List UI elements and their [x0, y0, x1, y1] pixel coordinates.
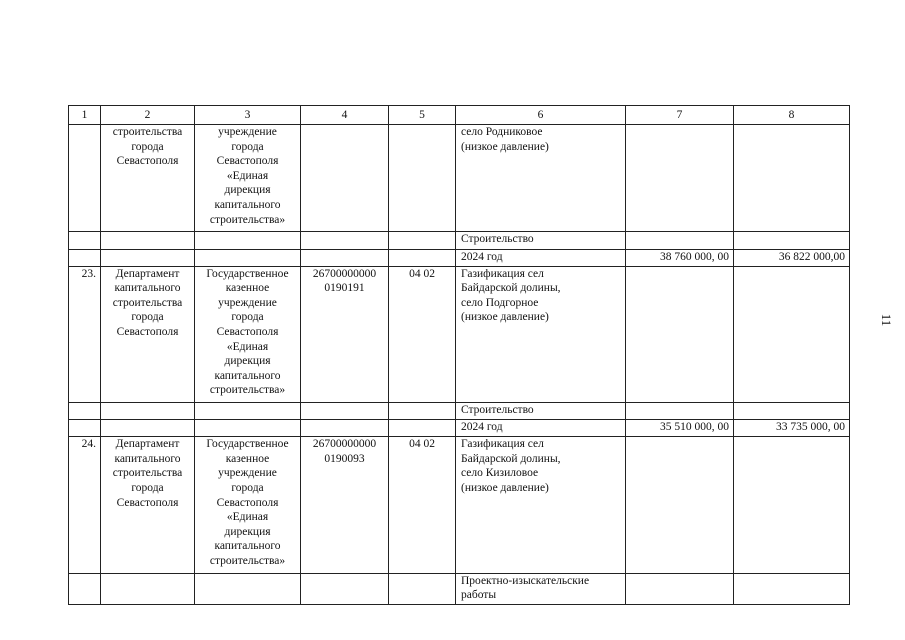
cell-line: учреждение — [218, 467, 277, 480]
cell-line: капитального — [214, 369, 281, 382]
row-number-cell — [69, 125, 101, 232]
row-number-cell: 23. — [69, 266, 101, 403]
cell-line: Севастополя — [116, 325, 179, 338]
table-row — [69, 125, 850, 232]
amount-cell: 36 822 000,00 — [734, 249, 850, 266]
year-cell: 2024 год — [456, 420, 626, 437]
amount-cell: 33 735 000, 00 — [734, 420, 850, 437]
cell-line: (низкое давление) — [461, 311, 549, 324]
cell-line: казенное — [225, 282, 270, 295]
table-row — [69, 232, 850, 249]
table-row — [69, 249, 850, 266]
header-cell: 5 — [389, 106, 456, 125]
header-cell: 3 — [195, 106, 301, 125]
cell-line: города — [231, 140, 264, 153]
executor-cell — [195, 125, 301, 232]
cell-line: Департамент — [115, 267, 180, 280]
header-cell: 6 — [456, 106, 626, 125]
cell-line: Севастополя — [116, 155, 179, 168]
customer-cell — [101, 266, 195, 403]
cell-line: Байдарской долины, — [461, 452, 561, 465]
object-cell — [456, 437, 626, 574]
cell-line: 26700000000 — [312, 267, 377, 280]
cell-line: работы — [461, 589, 497, 602]
amount-cell — [734, 437, 850, 574]
table-row — [69, 403, 850, 420]
cell-line: дирекция — [224, 355, 271, 368]
customer-cell — [101, 125, 195, 232]
cell-line: Севастополя — [216, 325, 279, 338]
stage-cell — [456, 573, 626, 604]
cell-line: (низкое давление) — [461, 482, 549, 495]
object-cell — [456, 125, 626, 232]
cell-line: Департамент — [115, 438, 180, 451]
cell-line: строительства — [112, 296, 183, 309]
cell-line: капитального — [214, 540, 281, 553]
row-number-cell: 24. — [69, 437, 101, 574]
year-cell: 2024 год — [456, 249, 626, 266]
cell-line: Байдарской долины, — [461, 282, 561, 295]
cell-line: строительства» — [209, 555, 286, 568]
cell-line: города — [131, 311, 164, 324]
amount-cell — [626, 266, 734, 403]
code-cell — [301, 437, 389, 574]
executor-cell — [195, 266, 301, 403]
cell-line: Севастополя — [116, 496, 179, 509]
cell-line: строительства» — [209, 384, 286, 397]
section-cell: 04 02 — [389, 266, 456, 403]
section-cell — [389, 125, 456, 232]
cell-line: Газификация сел — [461, 267, 544, 280]
code-cell — [301, 125, 389, 232]
cell-line: строительства — [112, 126, 183, 139]
cell-line: учреждение — [218, 126, 277, 139]
amount-cell: 35 510 000, 00 — [626, 420, 734, 437]
header-cell: 4 — [301, 106, 389, 125]
table-row — [69, 420, 850, 437]
cell-line: города — [131, 140, 164, 153]
cell-line: строительства» — [209, 213, 286, 226]
cell-line: Газификация сел — [461, 438, 544, 451]
table-row — [69, 266, 850, 403]
cell-line: капитального — [114, 452, 181, 465]
cell-line: казенное — [225, 452, 270, 465]
cell-line: города — [231, 482, 264, 495]
cell-line: строительства — [112, 467, 183, 480]
customer-cell — [101, 437, 195, 574]
cell-line: (низкое давление) — [461, 140, 549, 153]
table-row — [69, 437, 850, 574]
cell-line: учреждение — [218, 296, 277, 309]
header-cell: 8 — [734, 106, 850, 125]
cell-line: города — [131, 482, 164, 495]
amount-cell: 38 760 000, 00 — [626, 249, 734, 266]
cell-line: Государственное — [206, 267, 289, 280]
table-row — [69, 573, 850, 604]
cell-line: дирекция — [224, 525, 271, 538]
cell-line: Государственное — [206, 438, 289, 451]
stage-cell: Строительство — [456, 403, 626, 420]
amount-cell — [734, 266, 850, 403]
budget-table — [68, 105, 850, 605]
cell-line: «Единая — [226, 511, 269, 524]
cell-line: село Подгорное — [461, 296, 539, 309]
stage-cell: Строительство — [456, 232, 626, 249]
cell-line: 0190191 — [324, 282, 365, 295]
cell-line: село Кизиловое — [461, 467, 539, 480]
header-cell: 1 — [69, 106, 101, 125]
object-cell — [456, 266, 626, 403]
cell-line: село Родниковое — [461, 126, 543, 139]
cell-line: города — [231, 311, 264, 324]
header-cell: 2 — [101, 106, 195, 125]
executor-cell — [195, 437, 301, 574]
cell-line: дирекция — [224, 184, 271, 197]
cell-line: 26700000000 — [312, 438, 377, 451]
cell-line: «Единая — [226, 340, 269, 353]
section-cell: 04 02 — [389, 437, 456, 574]
cell-line: капитального — [214, 199, 281, 212]
amount-cell — [734, 125, 850, 232]
header-row — [69, 106, 850, 125]
page-number: 11 — [879, 313, 894, 327]
cell-line: 0190093 — [324, 452, 365, 465]
amount-cell — [626, 125, 734, 232]
cell-line: Севастополя — [216, 496, 279, 509]
code-cell — [301, 266, 389, 403]
amount-cell — [626, 437, 734, 574]
cell-line: Проектно-изыскательские — [461, 574, 590, 587]
cell-line: капитального — [114, 282, 181, 295]
header-cell: 7 — [626, 106, 734, 125]
cell-line: Севастополя — [216, 155, 279, 168]
cell-line: «Единая — [226, 169, 269, 182]
